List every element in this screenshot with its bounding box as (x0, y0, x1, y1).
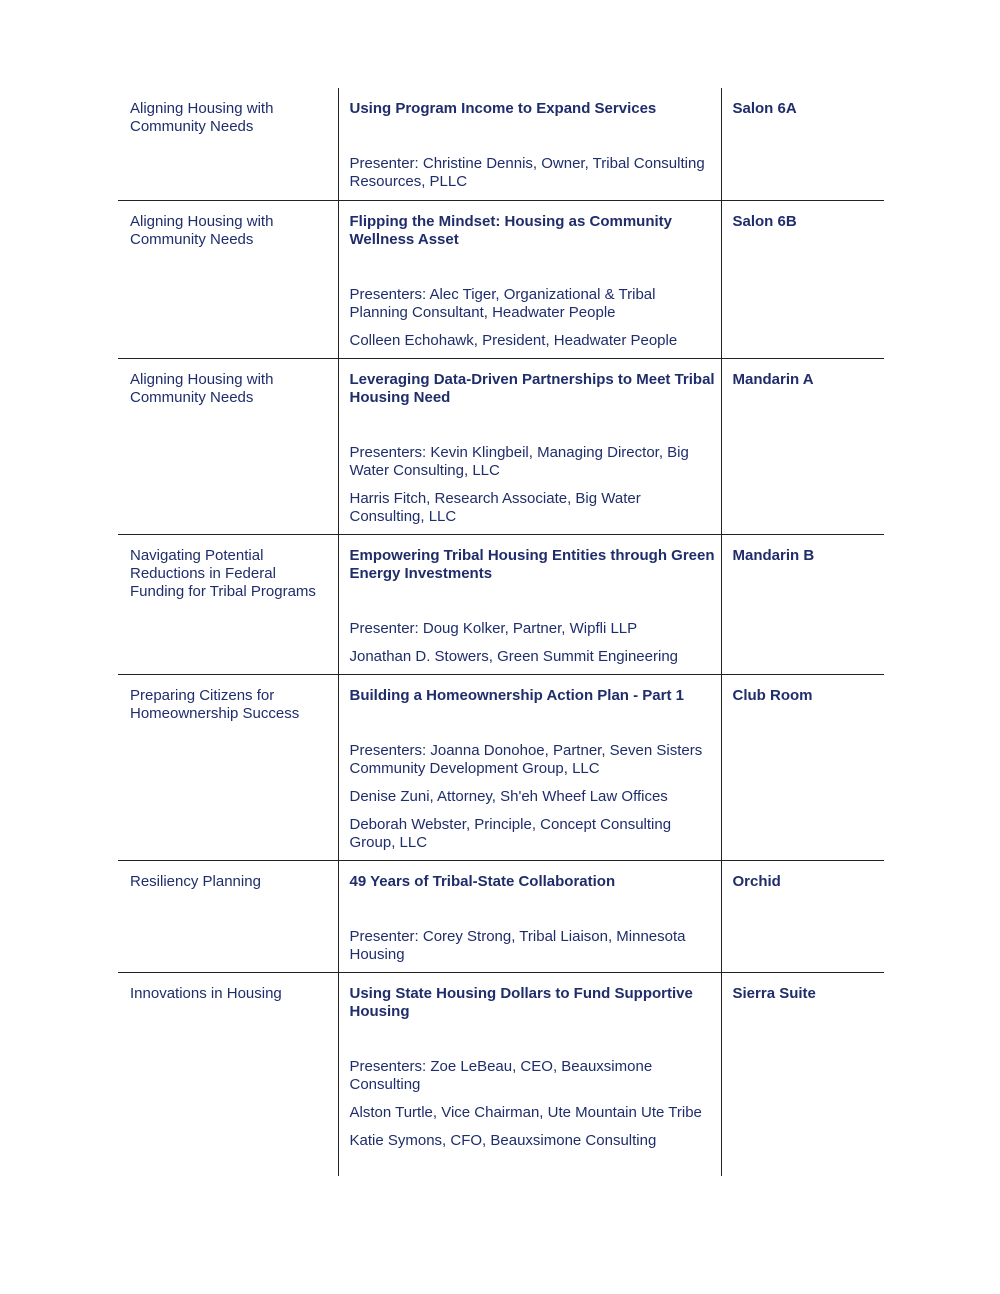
presenter-line: Jonathan D. Stowers, Green Summit Engineering (349, 647, 678, 665)
presenter-line: Colleen Echohawk, President, Headwater People (349, 331, 678, 349)
presenter-line: Presenters: Joanna Donohoe, Partner, Seven Sisters Community Development Group, LLC (349, 741, 703, 777)
session-row (118, 860, 884, 972)
session-title: Flipping the Mindset: Housing as Community Wellness Asset (349, 212, 672, 248)
presenter-line: Katie Symons, CFO, Beauxsimone Consulting (349, 1131, 657, 1149)
session-row (118, 200, 884, 358)
room-cell: Mandarin A (721, 358, 884, 534)
session-row (118, 534, 884, 674)
track-cell: Navigating Potential Reductions in Federal Funding for Tribal Programs (118, 534, 338, 674)
session-title: Using State Housing Dollars to Fund Supportive Housing (349, 984, 693, 1020)
track-cell: Resiliency Planning (118, 860, 338, 972)
presenter-line: Denise Zuni, Attorney, Sh'eh Wheef Law Offices (349, 787, 668, 805)
session-title: Leveraging Data-Driven Partnerships to Meet Tribal Housing Need (349, 370, 715, 406)
track-cell: Aligning Housing with Community Needs (118, 88, 338, 200)
session-schedule-table (118, 88, 884, 1176)
room-cell: Salon 6B (721, 200, 884, 358)
room-cell: Mandarin B (721, 534, 884, 674)
presenter-line: Presenters: Zoe LeBeau, CEO, Beauxsimone Consulting (349, 1057, 653, 1093)
room-cell: Orchid (721, 860, 884, 972)
track-cell: Aligning Housing with Community Needs (118, 200, 338, 358)
presenter-line: Harris Fitch, Research Associate, Big Water Consulting, LLC (349, 489, 641, 525)
session-cell (338, 358, 721, 534)
session-row (118, 972, 884, 1176)
session-row (118, 358, 884, 534)
session-title: Empowering Tribal Housing Entities through Green Energy Investments (349, 546, 715, 582)
schedule-page (118, 88, 884, 1176)
session-cell (338, 972, 721, 1176)
session-cell (338, 860, 721, 972)
session-cell (338, 88, 721, 200)
room-cell: Sierra Suite (732, 984, 816, 1002)
session-cell (338, 674, 721, 860)
presenter-line: Deborah Webster, Principle, Concept Consulting Group, LLC (349, 815, 672, 851)
track-cell: Preparing Citizens for Homeownership Success (118, 674, 338, 860)
presenter-line: Presenter: Corey Strong, Tribal Liaison, Minnesota Housing (349, 927, 686, 963)
session-row (118, 674, 884, 860)
presenter-line: Presenters: Kevin Klingbeil, Managing Director, Big Water Consulting, LLC (349, 443, 689, 479)
session-cell (338, 200, 721, 358)
session-title: Building a Homeownership Action Plan - Part 1 (349, 686, 684, 704)
session-title: 49 Years of Tribal-State Collaboration (349, 872, 616, 890)
track-cell: Innovations in Housing (130, 984, 282, 1002)
track-cell: Aligning Housing with Community Needs (118, 358, 338, 534)
presenter-line: Alston Turtle, Vice Chairman, Ute Mountain Ute Tribe (349, 1103, 702, 1121)
room-cell: Salon 6A (721, 88, 884, 200)
presenter-line: Presenters: Alec Tiger, Organizational & Tribal Planning Consultant, Headwater People (349, 285, 656, 321)
room-cell: Club Room (721, 674, 884, 860)
presenter-line: Presenter: Christine Dennis, Owner, Tribal Consulting Resources, PLLC (349, 155, 705, 190)
session-cell (338, 534, 721, 674)
session-row (118, 88, 884, 200)
session-title: Using Program Income to Expand Services (349, 100, 657, 117)
presenter-line: Presenter: Doug Kolker, Partner, Wipfli LLP (349, 619, 638, 637)
